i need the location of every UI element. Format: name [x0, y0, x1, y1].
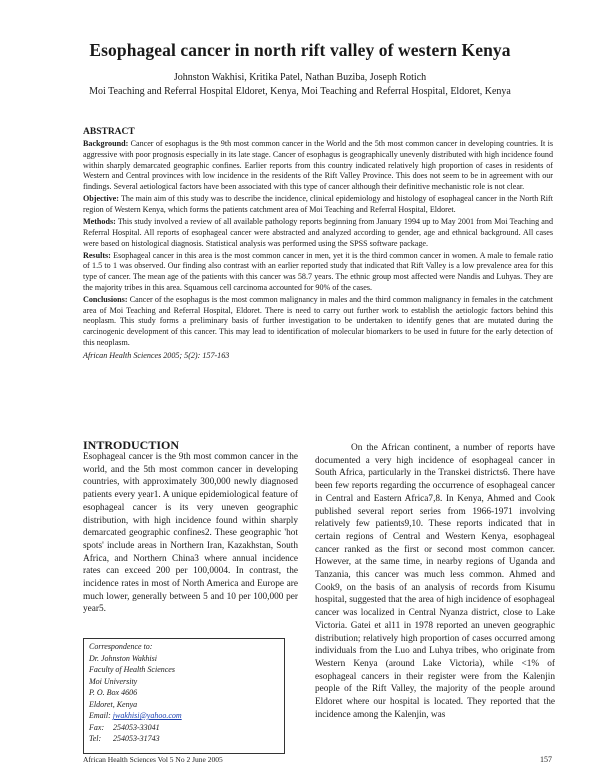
conclusions-text: Cancer of the esophagus is the most common malignancy in males and the third common malignancy in females in the catchment area of Moi Teaching and Referral Hospital, Eldoret. There is need to carry out further work to establish the aetiologic factors behind this neoplasm. This study forms a preliminary basis of further investigation to be undertaken to identify genes that are mutated during the carcinogenic development of this cancer. This may lead to identification of molecular biomarkers to be used in future for the early detection of this neoplasm.: [83, 295, 553, 347]
introduction-paragraph-2: On the African continent, a number of reports have documented a very high incidence of esophageal cancer in South Africa, particularly in the Transkei districts6. There have been few reports regarding the occurrence of esophageal cancer in Central and Eastern Africa7,8. In Kenya, Ahmed and Cook published several report series from 1966-1971 involving relatively few patients9,10. These reports indicated that in certain regions of Central and Western Kenya, esophageal cancer ranked as the first or second most common cancer. However, at the same time, in nearby regions of Uganda and Tanzania, this cancer was much less common. Ahmed and Cook9, on the basis of an analysis of records from Kisumu hospital, suggested that the area of high incidence of esophageal cancer was localized in Central Nyanza district, close to Lake Victoria. Gatei et al11 in 1978 reported an uneven geographic distribution; relatively high proportion of cases occurred among individuals from the Luo and Luhya tribes, who originate from Western Kenya (around Lake Victoria), while <1% of esophageal cancers in their register were from the Kalenjin people of the Rift Valley, the majority of the people around Eldoret where our hospital is located. They reported that the incidence among the Kalenjin, was: [315, 443, 555, 720]
background-text: Cancer of esophagus is the 9th most common cancer in the World and the 5th most common cancer in developing countries. It is aggressive with poor prognosis especially in its late stage. Cancer of esophagus is geographically unevenly distributed with high incidence found within sharply demarcated geographic confines. Earlier reports from this country indicated relatively high proportion of cases in residents of Western and Central provinces with low incidence in the residents of the Rift Valley Province. This does not seem to be in agreement with our findings. Several aetiological factors have been associated with this type of cancer although their definitive mechanistic role is not clear.: [83, 139, 553, 192]
correspondence-tel-row: [89, 733, 284, 745]
abstract-heading: ABSTRACT: [83, 127, 135, 137]
methods-label: Methods:: [83, 217, 116, 227]
conclusions-label: Conclusions:: [83, 295, 128, 305]
correspondence-faculty: Faculty of Health Sciences: [89, 665, 175, 674]
abstract-methods: [83, 217, 553, 249]
footer-page-number: 157: [540, 755, 552, 764]
journal-citation: African Health Sciences 2005; 5(2): 157-163: [83, 350, 230, 360]
abstract-results: [83, 251, 553, 294]
abstract-conclusions: [83, 295, 553, 349]
abstract-objective: [83, 194, 553, 215]
introduction-right-column: [315, 442, 555, 721]
abstract-section: [83, 127, 553, 363]
correspondence-fax-row: [89, 722, 284, 734]
correspondence-city: Eldoret, Kenya: [89, 699, 138, 709]
correspondence-box-number: P. O. Box 4606: [89, 688, 138, 697]
correspondence-university: Moi University: [89, 676, 138, 686]
background-label: Background:: [83, 139, 129, 149]
abstract-background: [83, 139, 553, 193]
correspondence-name: Dr. Johnston Wakhisi: [89, 653, 157, 663]
correspondence-heading: Correspondence to:: [89, 642, 153, 651]
introduction-left-column: [83, 451, 298, 616]
footer-journal: African Health Sciences Vol 5 No 2 June 2005: [83, 755, 223, 764]
results-text: Esophageal cancer in this area is the most common cancer in men, yet it is the third common cancer in women. A male to female ratio of 1.5 to 1 was observed. Our finding also contrast with an earlier reported study that indicated that Rift Valley is a low prevalence area for this type of cancer. The mean age of the patients with this cancer was 58.7 years. The ethnic group most affected were Nandis and Luhyas. They are the majority tribes in this area. Squamous cell carcinoma accounted for 90% of the cases.: [83, 250, 553, 292]
tel-label: Tel:: [89, 734, 102, 743]
objective-label: Objective:: [83, 194, 119, 204]
introduction-paragraph-1: Esophageal cancer is the 9th most common cancer in the world, and the 5th most common cancer in developing countries, with approximately 300,000 newly diagnosed patients every year1. A unique epidemiological feature of esophageal cancer is its very uneven geographic distribution, with high incidence found within sharply demarcated geographic confines2. These geographic 'hot spots' include areas in Northern Iran, Kazakhstan, South Africa, and Northern China3 where annual incidence rates can exceed 200 per 100,0004. In contrast, the incidence rates in most of North America and Europe are much lower, generally between 5 and 10 per 100,000 per year5.: [83, 452, 298, 615]
email-link[interactable]: jwakhisi@yahoo.com: [112, 711, 182, 720]
article-title: Esophageal cancer in north rift valley of western Kenya: [89, 40, 511, 60]
introduction-heading: INTRODUCTION: [83, 438, 180, 452]
results-label: Results:: [83, 250, 111, 260]
fax-number: 254053-33041: [113, 722, 160, 732]
tel-number: 254053-31743: [113, 734, 160, 743]
email-label: Email:: [89, 711, 111, 720]
affiliation: Moi Teaching and Referral Hospital Eldoret, Kenya, Moi Teaching and Referral Hospital, Eldoret, Kenya: [89, 86, 511, 97]
author-list: Johnston Wakhisi, Kritika Patel, Nathan Buziba, Joseph Rotich: [173, 72, 427, 83]
correspondence-box: [83, 638, 285, 754]
objective-text: The main aim of this study was to describe the incidence, clinical epidemiology and histology of esophageal cancer in the North Rift region of Western Kenya, which forms the patients catchment area of Moi Teaching and Referral Hospital, Eldoret.: [83, 194, 553, 214]
methods-text: This study involved a review of all available pathology reports beginning from January 1994 up to May 2001 from Moi Teaching and Referral Hospital. All reports of esophageal cancer were abstracted and analyzed according to gender, age and ethnical background. All cases were based on histological diagnosis. Statistical analysis was performed using the SPSS software package.: [83, 217, 553, 248]
correspondence-email-row: [89, 710, 284, 722]
fax-label: Fax:: [89, 722, 105, 732]
